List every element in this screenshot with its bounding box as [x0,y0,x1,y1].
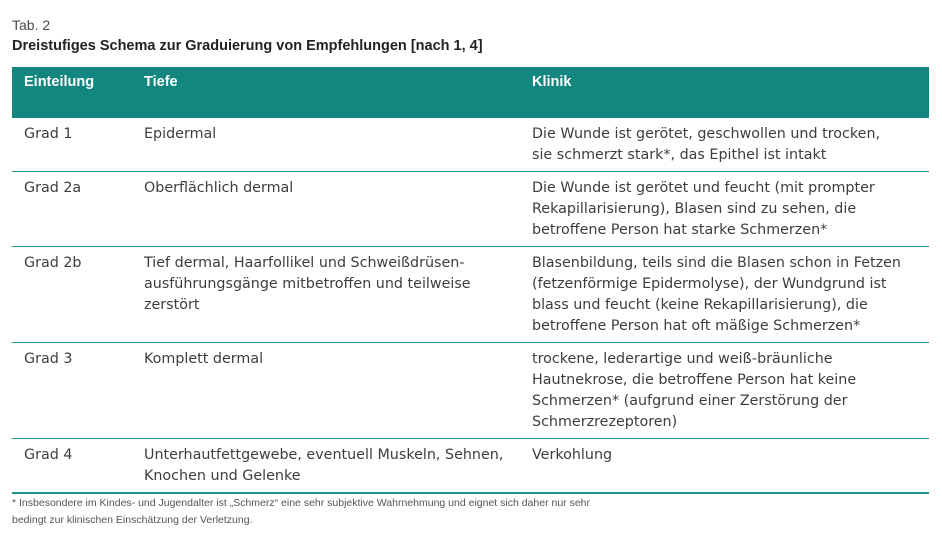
cell-line: Hautnekrose, die betroffene Person hat keine [532,372,857,388]
table-number: Tab. 2 [12,17,51,33]
table-header [12,67,929,118]
header-depth: Tiefe [144,74,178,90]
cell-line: Rekapillarisierung), Blasen sind zu sehen, die [532,201,857,217]
cell-grade: Grad 2b [12,247,144,343]
table-row [12,172,929,247]
header-clinic: Klinik [532,74,572,90]
header-row [12,67,929,118]
footnote-line: bedingt zur klinischen Einschätzung der Verletzung. [12,514,253,526]
cell-line: sie schmerzt stark*, das Epithel ist intakt [532,147,827,163]
cell-line: Schmerzen* (aufgrund einer Zerstörung der [532,393,848,409]
cell-line: (fetzenförmige Epidermolyse), der Wundgrund ist [532,276,887,292]
table-row [12,247,929,343]
cell-line: trockene, lederartige und weiß-bräunliche [532,351,833,367]
table-title: Dreistufiges Schema zur Graduierung von Empfehlungen [nach 1, 4] [12,38,483,54]
cell-line: Tief dermal, Haarfollikel und Schweißdrüsen- [144,255,465,271]
cell-grade: Grad 2a [12,172,144,247]
cell-line: Schmerzrezeptoren) [532,414,678,430]
header-grade: Einteilung [24,74,95,90]
cell-line: Knochen und Gelenke [144,468,301,484]
cell-line: Verkohlung [532,447,613,463]
footnote-line: * Insbesondere im Kindes- und Jugendalter ist „Schmerz“ eine sehr subjektive Wahrnehmung und eignet sich daher nur sehr [12,497,591,509]
cell-clinic [532,247,929,343]
cell-depth [144,439,532,494]
table-row [12,118,929,172]
cell-clinic [532,439,929,494]
table-row [12,439,929,494]
cell-line: blass und feucht (keine Rekapillarisierung), die [532,297,868,313]
cell-line: Unterhautfettgewebe, eventuell Muskeln, Sehnen, [144,447,504,463]
cell-clinic [532,343,929,439]
cell-line: Blasenbildung, teils sind die Blasen schon in Fetzen [532,255,901,271]
table-row [12,343,929,439]
cell-clinic [532,118,929,172]
cell-line: zerstört [144,297,200,313]
cell-line: Oberflächlich dermal [144,180,294,196]
cell-line: betroffene Person hat oft mäßige Schmerzen* [532,318,861,334]
cell-depth [144,172,532,247]
cell-depth [144,247,532,343]
footnote [12,495,712,529]
cell-line: ausführungsgänge mitbetroffen und teilweise [144,276,471,292]
cell-line: Die Wunde ist gerötet und feucht (mit prompter [532,180,875,196]
cell-clinic [532,172,929,247]
cell-depth [144,343,532,439]
cell-grade: Grad 1 [12,118,144,172]
cell-grade: Grad 4 [12,439,144,494]
cell-depth [144,118,532,172]
cell-grade: Grad 3 [12,343,144,439]
table-body [12,118,929,493]
cell-line: Epidermal [144,126,217,142]
grade-table [12,67,929,494]
cell-line: betroffene Person hat starke Schmerzen* [532,222,828,238]
cell-line: Komplett dermal [144,351,264,367]
cell-line: Die Wunde ist gerötet, geschwollen und trocken, [532,126,881,142]
